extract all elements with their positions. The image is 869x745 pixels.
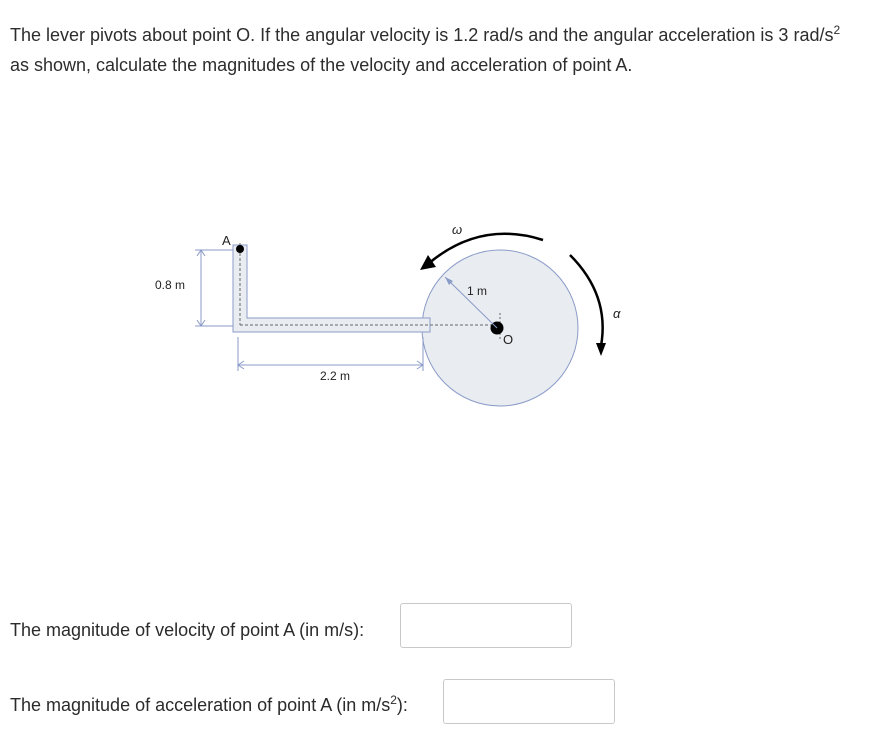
- label-a: A: [222, 233, 231, 248]
- acceleration-question-text: The magnitude of acceleration of point A (in m/s: [10, 695, 391, 715]
- label-alpha: α: [613, 306, 621, 321]
- acceleration-question-label: [10, 695, 408, 716]
- label-o: O: [503, 332, 514, 347]
- problem-superscript: 2: [833, 23, 841, 37]
- omega-arrowhead: [420, 255, 436, 270]
- velocity-answer-input[interactable]: [400, 603, 572, 648]
- velocity-question-text: The magnitude of velocity of point A (in m/s):: [10, 620, 365, 640]
- lever-arm: [233, 245, 430, 332]
- lever-diagram-svg: [140, 215, 640, 415]
- alpha-arrowhead: [596, 343, 606, 356]
- problem-text: The lever pivots about point O. If the angular velocity is 1.2 rad/s and the angular acceleration is 3 rad/s: [10, 25, 834, 45]
- point-a-dot: [236, 245, 244, 253]
- label-omega: ω: [452, 222, 463, 237]
- acceleration-answer-input[interactable]: [443, 679, 615, 724]
- problem-statement: [10, 20, 860, 80]
- problem-text-end: as shown, calculate the magnitudes of the velocity and acceleration of point A.: [10, 55, 633, 75]
- label-height: 0.8 m: [155, 278, 186, 292]
- label-length: 2.2 m: [320, 369, 351, 383]
- velocity-question-label: [10, 620, 364, 641]
- label-radius: 1 m: [467, 284, 488, 298]
- acceleration-question-text-end: ):: [396, 695, 408, 715]
- acceleration-question-superscript: 2: [390, 693, 397, 707]
- lever-diagram: [140, 215, 640, 415]
